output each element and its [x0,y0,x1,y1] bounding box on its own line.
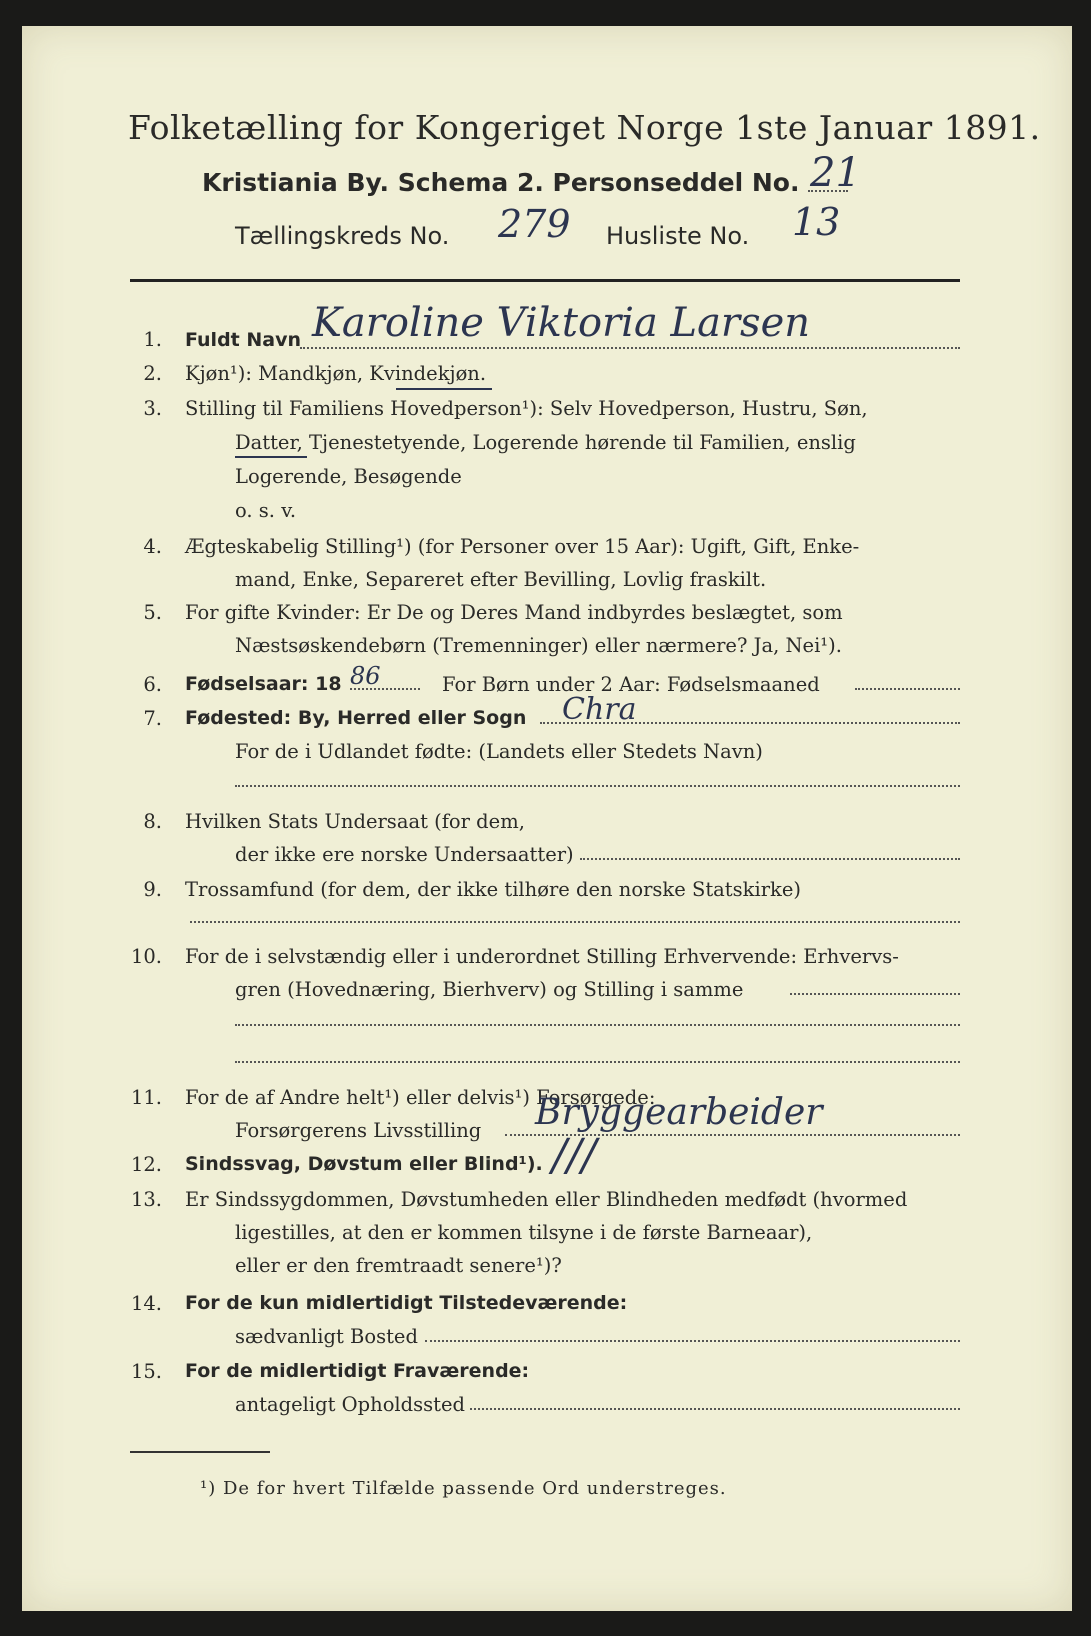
citizenship-line1: Hvilken Stats Undersaat (for dem, [185,810,525,833]
birthplace-label: Fødested: By, Herred eller Sogn [185,707,527,729]
taellingskreds-label: Tællingskreds No. [235,222,450,250]
occupation-line-c [235,1061,960,1063]
field-number: 1. [143,328,162,351]
field-number: 5. [143,601,162,624]
household-position-underline [235,456,307,458]
occupation-line2: gren (Hovednæring, Bierhverv) og Stilling i samme [235,978,744,1001]
birth-month-line [855,688,960,690]
congenital-line3: eller er den fremtraadt senere¹)? [235,1254,562,1277]
personseddel-line [808,190,848,192]
usual-residence-label: sædvanligt Bosted [235,1325,418,1348]
full-name-label: Fuldt Navn [185,329,302,351]
field-number: 3. [143,397,162,420]
field-number: 12. [130,1153,162,1176]
foreign-birthplace-label: For de i Udlandet fødte: (Landets eller Stedets Navn) [235,740,763,763]
field-number: 11. [130,1086,162,1109]
marital-status-line1: Ægteskabelig Stilling¹) (for Personer over 15 Aar): Ugift, Gift, Enke- [185,535,860,558]
birth-month-label: For Børn under 2 Aar: Fødselsmaaned [442,673,820,696]
occupation-line-b [235,1024,960,1026]
form-subtitle: Kristiania By. Schema 2. Personseddel No. [202,168,800,197]
household-position-line3: Logerende, Besøgende [235,465,462,488]
husliste-label: Husliste No. [606,222,750,250]
sex-label: Kjøn¹): Mandkjøn, Kvindekjøn. [185,362,487,385]
provider-occupation-value: Bryggearbeider [535,1092,823,1133]
field-number: 9. [143,878,162,901]
field-number: 15. [130,1360,162,1383]
congenital-line2: ligestilles, at den er kommen tilsyne i de første Barneaar), [235,1221,813,1244]
field-number: 4. [143,535,162,558]
birth-year-line [350,688,420,690]
birth-year-value: 86 [350,662,381,690]
disability-value: /// [552,1130,597,1181]
temporary-absent-label: For de midlertidigt Fraværende: [185,1360,530,1382]
footnote: ¹) De for hvert Tilfælde passende Ord understreges. [200,1478,727,1499]
field-number: 8. [143,810,162,833]
married-women-line2: Næstsøskendebørn (Tremenninger) eller nærmere? Ja, Nei¹). [235,634,842,657]
temporary-residence-line [470,1408,960,1410]
citizenship-line2: der ikke ere norske Undersaatter) [235,843,574,866]
birth-year-label: Fødselsaar: 18 [185,673,342,695]
footnote-divider [130,1451,270,1453]
provider-occupation-label: Forsørgerens Livsstilling [235,1119,482,1142]
usual-residence-line [425,1340,960,1342]
citizenship-line [580,858,960,860]
household-position-line2: Datter, Tjenestetyende, Logerende hørende til Familien, enslig [235,431,856,454]
religion-line [190,921,960,923]
religion-label: Trossamfund (for dem, der ikke tilhøre den norske Statskirke) [185,878,801,901]
field-number: 10. [130,945,162,968]
field-number: 13. [130,1188,162,1211]
foreign-birthplace-line [235,785,960,787]
birthplace-line [540,722,960,724]
congenital-line1: Er Sindssygdommen, Døvstumheden eller Blindheden medfødt (hvormed [185,1188,908,1211]
personseddel-number: 21 [810,150,861,196]
field-number: 6. [143,673,162,696]
census-form [22,26,1072,1611]
birthplace-value: Chra [562,692,637,727]
temporary-present-label: For de kun midlertidigt Tilstedeværende: [185,1292,628,1314]
temporary-residence-label: antageligt Opholdssted [235,1393,466,1416]
disability-label: Sindssvag, Døvstum eller Blind¹). [185,1153,543,1175]
field-number: 2. [143,362,162,385]
household-position-line4: o. s. v. [235,499,297,522]
supported-label: For de af Andre helt¹) eller delvis¹) Forsørgede: [185,1086,656,1109]
husliste-number: 13 [792,200,841,244]
household-position-line1: Stilling til Familiens Hovedperson¹): Selv Hovedperson, Hustru, Søn, [185,397,868,420]
married-women-line1: For gifte Kvinder: Er De og Deres Mand indbyrdes beslægtet, som [185,601,843,624]
taellingskreds-number: 279 [498,202,571,246]
header-divider [130,279,960,282]
occupation-line1: For de i selvstændig eller i underordnet Stilling Erhvervende: Erhvervs- [185,945,899,968]
full-name-value: Karoline Viktoria Larsen [312,300,811,346]
field-number: 14. [130,1292,162,1315]
full-name-line [300,347,960,349]
form-title: Folketælling for Kongeriget Norge 1ste Januar 1891. [128,108,1041,147]
sex-underline [396,388,492,390]
marital-status-line2: mand, Enke, Separeret efter Bevilling, Lovlig fraskilt. [235,568,767,591]
field-number: 7. [143,707,162,730]
occupation-line-a [790,993,960,995]
